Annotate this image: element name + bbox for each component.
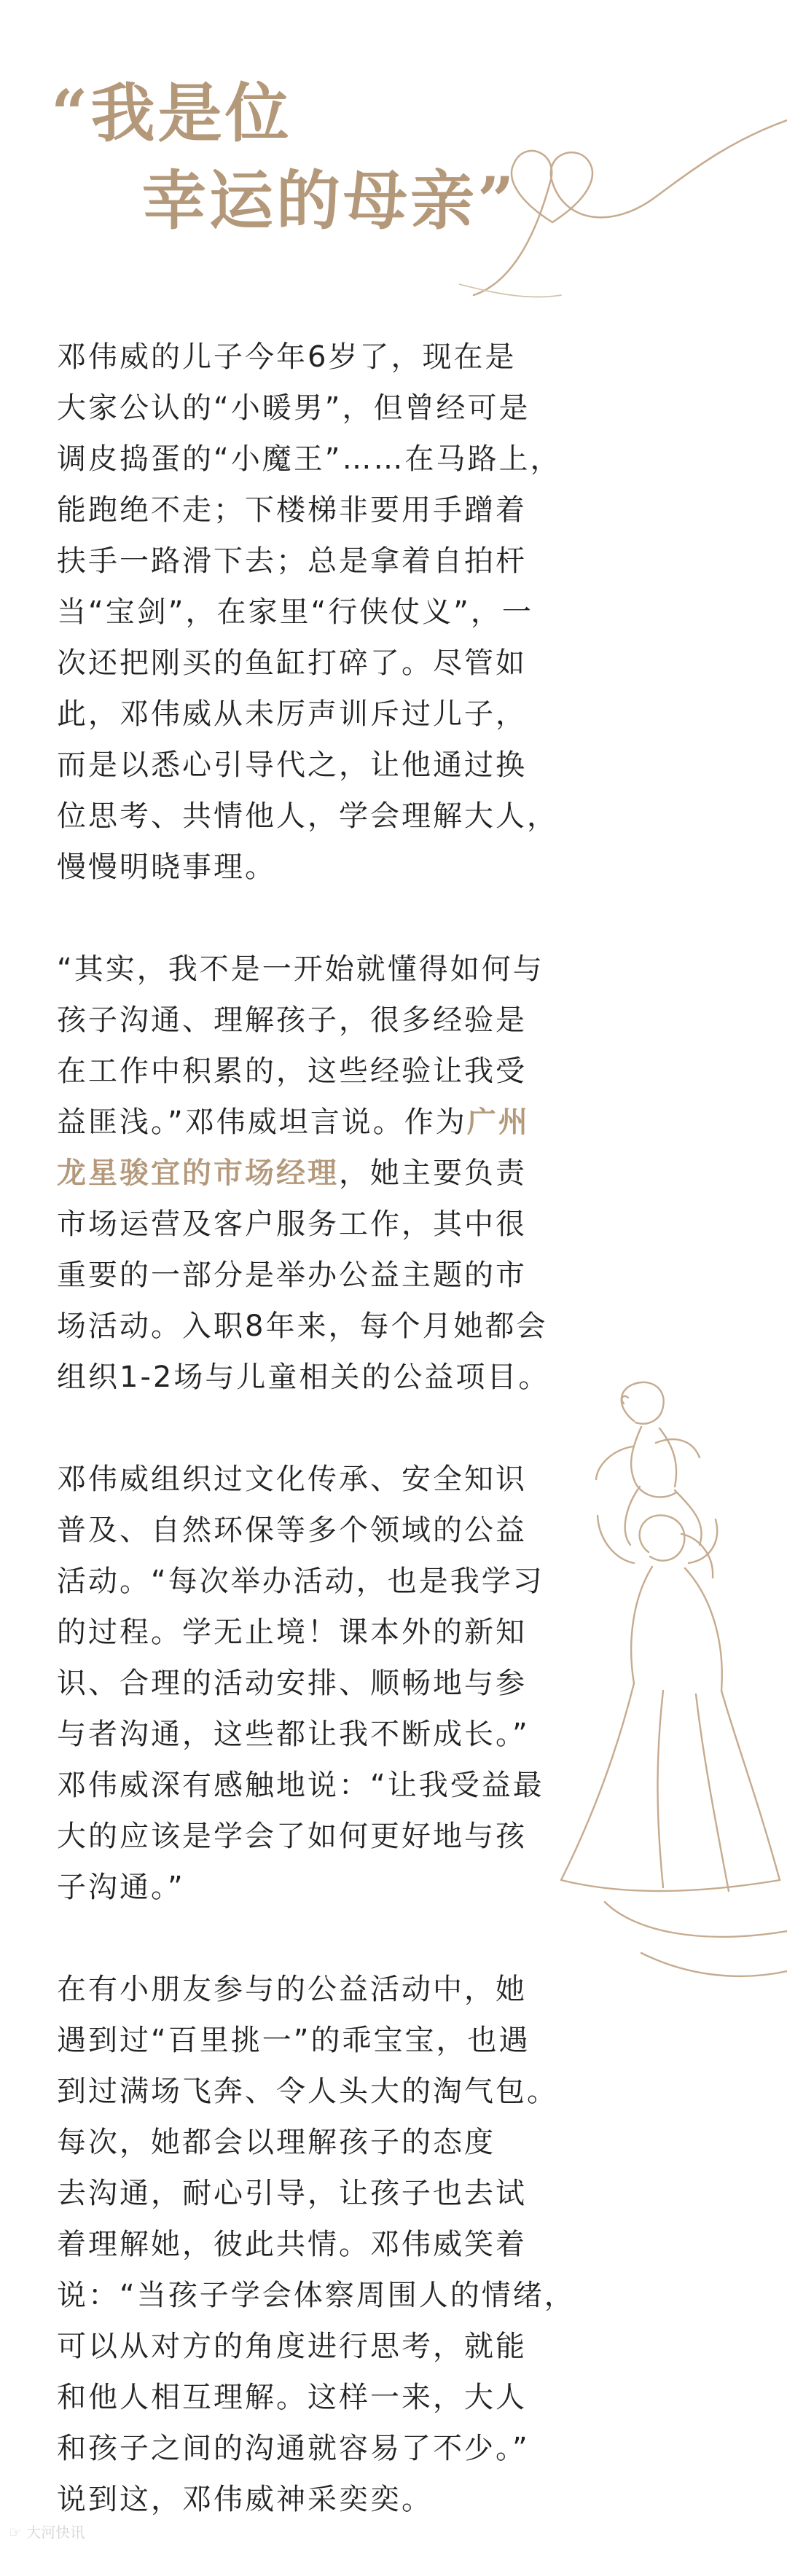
paragraph-2-text-start: “其实，我不是一开始就懂得如何与 孩子沟通、理解孩子，很多经验是 在工作中积累的，这些经验让我受 益匪浅。”邓伟威坦言说。作为 [57,952,544,1139]
paragraph-3: 邓伟威组织过文化传承、安全知识 普及、自然环保等多个领域的公益 活动。“每次举办活动，也是我学习 的过程。学无止境！课本外的新知 识、合理的活动安排、顺畅地与参 与者沟通，这些都让我不断成长。” 邓伟威深有感触地说：“让我受益最 大的应该是学会了如何更好地与孩 子沟通。” [57,1463,544,1904]
title-line-2: 幸运的母亲” [142,163,517,238]
paragraph-1: 邓伟威的儿子今年6岁了，现在是 大家公认的“小暖男”，但曾经可是 调皮捣蛋的“小魔王”……在马路上， 能跑绝不走；下楼梯非要用手蹭着 扶手一路滑下去；总是拿着自拍杆 当“宝剑”，在家里“行侠仗义”，一 次还把刚买的鱼缸打碎了。尽管如 此，邓伟威从未厉声训斥过儿子， 而是以悉心引导代之，让他通过换 位思考、共情他人，学会理解大人， 慢慢明晓事理。 [57,340,562,884]
source-watermark: ☞ 大河快讯 [9,2524,85,2541]
article-body [57,332,633,2576]
highlighted-job-title: 广州 龙星骏宜的市场经理 [57,1105,530,1190]
title-line-1: “我是位 [51,75,292,151]
paragraph-2-text-end: ，她主要负责 市场运营及客户服务工作，其中很 重要的一部分是举办公益主题的市 场活动。入职8年来，每个月她都会 组织1-2场与儿童相关的公益项目。 [57,1156,550,1394]
heart-line-art-icon [459,113,787,302]
paragraph-2 [57,944,633,1403]
paragraph-4: 在有小朋友参与的公益活动中，她 遇到过“百里挑一”的乖宝宝，也遇 到过满场飞奔、令人头大的淘气包。 每次，她都会以理解孩子的态度 去沟通，耐心引导，让孩子也去试 着理解她，彼此共情。邓伟威笑着 说：“当孩子学会体察周围人的情绪， 可以从对方的角度进行思考，就能 和他人相互理解。这样一来，大人 和孩子之间的沟通就容易了不少。” 说到这，邓伟威神采奕奕。 [57,1973,576,2516]
